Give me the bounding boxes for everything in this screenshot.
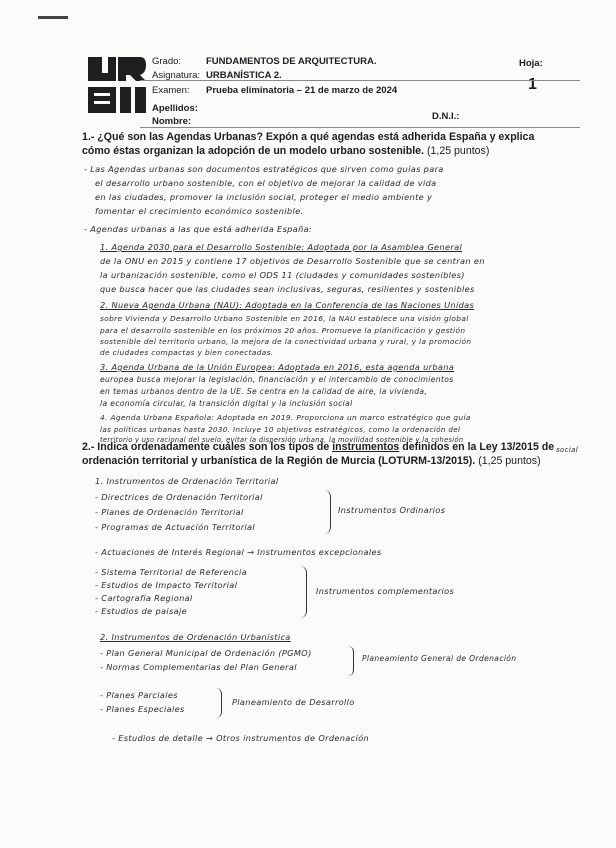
- answer-line: sobre Vivienda y Desarrollo Urbano Sostenible en 2016, la NAU establece una visión global: [100, 314, 469, 323]
- examen-value: Prueba eliminatoria – 21 de marzo de 2024: [206, 85, 398, 96]
- hoja-label: Hoja:: [519, 58, 543, 69]
- list-item: - Planes de Ordenación Territorial: [95, 507, 244, 517]
- group-label: Instrumentos Ordinarios: [338, 505, 446, 515]
- list-item: - Plan General Municipal de Ordenación (PGMO): [100, 648, 312, 658]
- header-rule: [140, 127, 580, 128]
- examen-row: [152, 85, 397, 97]
- question-1: [82, 130, 562, 158]
- answer-line: la urbanización sostenible, como el ODS 11 (ciudades y comunidades sostenibles): [100, 270, 465, 280]
- section-heading: 2. Instrumentos de Ordenación Urbanística: [100, 632, 291, 642]
- list-item: - Planes Parciales: [100, 690, 178, 700]
- answer-line: 4. Agenda Urbana Española: Adoptada en 2019. Proporciona un marco estratégico que guía: [100, 413, 471, 422]
- question-1-text: 1.- ¿Qué son las Agendas Urbanas? Expón a qué agendas está adherida España y explica cómo éstas organizan la adopción de un modelo urbano sostenible.: [82, 131, 535, 157]
- answer-line: las políticas urbanas hasta 2030. Incluye 10 objetivos estratégicos, como la ordenación del: [100, 425, 461, 434]
- brace: [300, 566, 307, 618]
- list-item: - Programas de Actuación Territorial: [95, 522, 256, 532]
- answer-line: fomentar el crecimiento económico sostenible.: [95, 206, 304, 216]
- list-item: - Directrices de Ordenación Territorial: [95, 492, 263, 502]
- nombre-label: Nombre:: [152, 116, 192, 127]
- answer-line: 1. Agenda 2030 para el Desarrollo Sostenible: Adoptada por la Asamblea General: [100, 242, 463, 252]
- list-item: - Estudios de detalle → Otros instrumentos de Ordenación: [112, 733, 370, 743]
- answer-line: europea busca mejorar la legislación, financiación y el intercambio de conocimientos: [100, 375, 454, 384]
- examen-label: Examen:: [152, 85, 190, 96]
- brace: [348, 646, 354, 676]
- question-2-text-after: definidos en la Ley 13/2015 de ordenación territorial y urbanística de la Región de Murcia (LOTURM-13/2015).: [82, 441, 555, 467]
- list-item: - Sistema Territorial de Referencia: [95, 567, 248, 577]
- answer-line: de ciudades compactas y bien conectadas.: [100, 348, 274, 357]
- grado-row: [152, 56, 376, 68]
- group-label: Instrumentos complementarios: [316, 586, 455, 596]
- brace: [216, 688, 222, 718]
- question-2-text-before: 2.- Indica ordenadamente cuáles son los tipos de: [82, 441, 333, 453]
- group-label: Planeamiento de Desarrollo: [232, 697, 355, 707]
- list-item: - Actuaciones de Interés Regional → Instrumentos excepcionales: [95, 547, 382, 557]
- answer-line: que busca hacer que las ciudades sean inclusivas, seguras, resilientes y sostenibles: [100, 284, 475, 294]
- asignatura-value: URBANÍSTICA 2.: [206, 70, 282, 81]
- answer-line: en las ciudades, promover la inclusión social, proteger el medio ambiente y: [95, 192, 433, 202]
- grado-label: Grado:: [152, 56, 182, 67]
- header-rule: [140, 80, 580, 81]
- list-item: - Estudios de paisaje: [95, 606, 188, 616]
- hoja-number: 1: [528, 76, 537, 93]
- grado-value: FUNDAMENTOS DE ARQUITECTURA.: [206, 56, 377, 67]
- question-2-points: (1,25 puntos): [478, 455, 541, 467]
- question-2: [82, 440, 562, 468]
- answer-line: en temas urbanos dentro de la UE. Se centra en la calidad de aire, la vivienda,: [100, 387, 428, 396]
- answer-line: - Agendas urbanas a las que está adherida España:: [84, 224, 313, 234]
- list-item: - Estudios de Impacto Territorial: [95, 580, 238, 590]
- answer-line: sostenible del territorio urbano, la mejora de la conectividad urbana y rural, y la promoción: [100, 337, 472, 346]
- scan-mark: [38, 16, 68, 19]
- answer-line: de la ONU en 2015 y contiene 17 objetivos de Desarrollo Sostenible que se centran en: [100, 256, 485, 266]
- list-item: - Cartografía Regional: [95, 593, 193, 603]
- question-2-underlined: instrumentos: [332, 441, 400, 453]
- answer-line: territorio y uso racional del suelo, evitar la dispersión urbana, la movilidad sostenible y la cohesión: [100, 436, 464, 444]
- asignatura-label: Asignatura:: [152, 70, 201, 81]
- answer-line: para el desarrollo sostenible en los próximos 20 años. Promueve la planificación y gestión: [100, 326, 466, 335]
- apellidos-label: Apellidos:: [152, 103, 198, 114]
- brace: [324, 490, 331, 534]
- section-heading: 1. Instrumentos de Ordenación Territorial: [95, 476, 279, 486]
- answer-line: la economía circular, la transición digital y la inclusión social: [100, 399, 353, 408]
- university-logo: [86, 55, 146, 115]
- answer-line: - Las Agendas urbanas son documentos estratégicos que sirven como guías para: [84, 164, 444, 174]
- answer-line: 2. Nueva Agenda Urbana (NAU): Adoptada en la Conferencia de las Naciones Unidas: [100, 300, 475, 310]
- list-item: - Normas Complementarias del Plan General: [100, 662, 297, 672]
- question-1-points: (1,25 puntos): [426, 145, 490, 157]
- answer-line: el desarrollo urbano sostenible, con el objetivo de mejorar la calidad de vida: [95, 178, 437, 188]
- dni-label: D.N.I.:: [432, 111, 460, 122]
- answer-line: social: [556, 446, 579, 454]
- group-label: Planeamiento General de Ordenación: [362, 654, 517, 663]
- answer-line: 3. Agenda Urbana de la Unión Europea: Adoptada en 2016, esta agenda urbana: [100, 362, 455, 372]
- list-item: - Planes Especiales: [100, 704, 185, 714]
